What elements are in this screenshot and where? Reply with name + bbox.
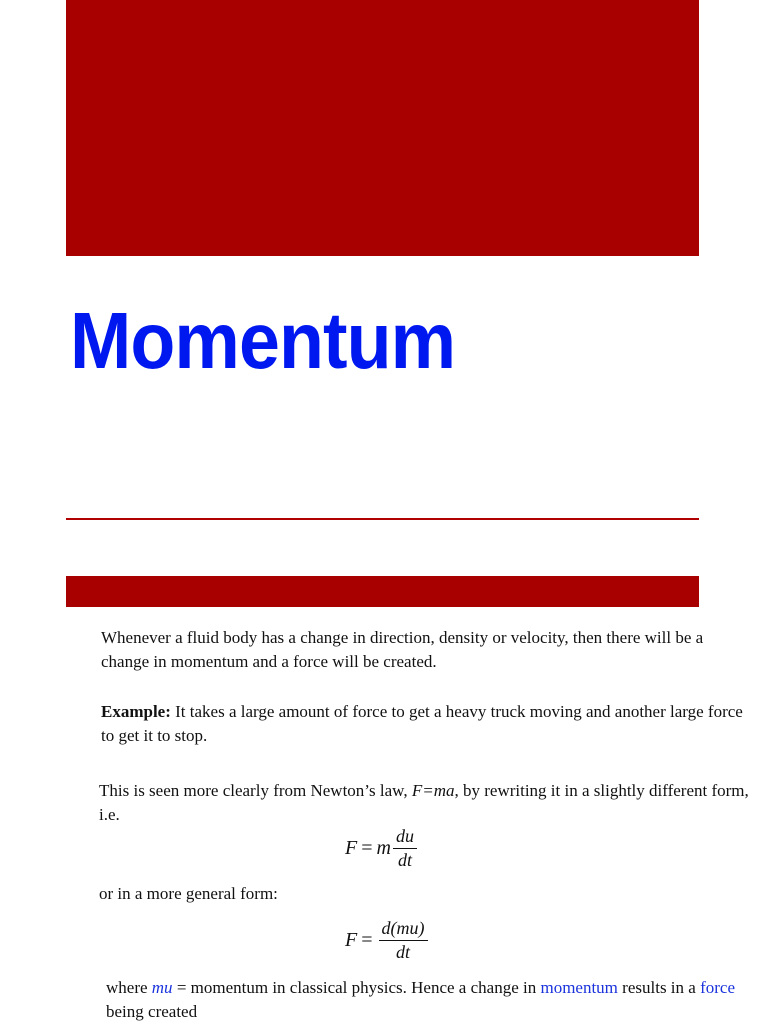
page-title: Momentum <box>70 296 456 385</box>
conclusion-mid2: results in a <box>617 978 701 997</box>
eq1-numerator: du <box>393 826 417 849</box>
eq2-equals: = <box>361 929 373 951</box>
eq2-fraction <box>379 918 428 963</box>
intro-paragraph: Whenever a fluid body has a change in direction, density or velocity, then there will be a change in momentum and a force will be created. <box>101 628 704 671</box>
eq1-denominator: dt <box>397 850 412 870</box>
conclusion-pre: where <box>106 978 152 997</box>
equation-force-mass <box>345 826 417 871</box>
conclusion-paragraph <box>106 976 756 1024</box>
example-paragraph <box>101 700 751 748</box>
section-bar <box>66 576 699 607</box>
newton-formula: F=ma <box>411 781 455 800</box>
momentum-term: momentum <box>540 978 618 997</box>
newton-paragraph <box>99 779 749 827</box>
example-label: Example: <box>101 702 171 721</box>
eq1-coef: m <box>376 837 391 859</box>
newton-text-after: , by rewriting it in a slightly different form, i.e. <box>99 781 749 824</box>
eq2-numerator: d(mu) <box>379 918 428 941</box>
eq2-lhs: F <box>345 929 358 951</box>
header-banner <box>66 0 699 256</box>
example-text: It takes a large amount of force to get a heavy truck moving and another large force to get it to stop. <box>101 702 743 745</box>
force-term: force <box>700 978 735 997</box>
equation-force-momentum <box>345 918 428 963</box>
conclusion-post: being created <box>106 1002 198 1021</box>
general-form-paragraph: or in a more general form: <box>99 884 278 903</box>
eq1-equals: = <box>361 837 373 859</box>
mu-term: mu <box>151 978 173 997</box>
newton-text-before: This is seen more clearly from Newton’s law, <box>99 781 412 800</box>
eq1-fraction <box>393 826 417 871</box>
eq1-lhs: F <box>345 837 358 859</box>
eq2-denominator: dt <box>395 942 410 962</box>
conclusion-mid: = momentum in classical physics. Hence a change in <box>172 978 541 997</box>
divider-line <box>66 518 699 520</box>
